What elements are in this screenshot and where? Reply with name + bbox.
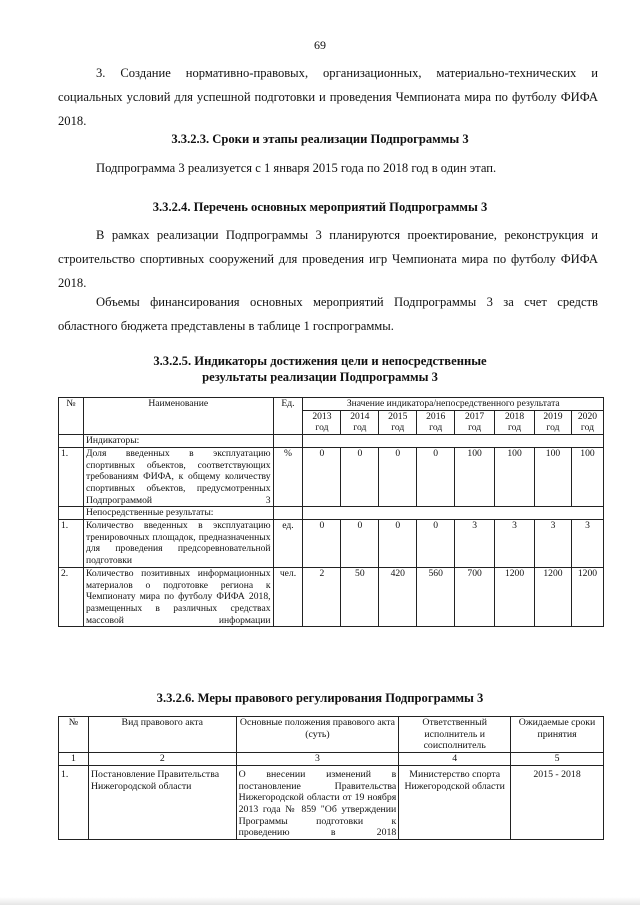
year-cell: 2017 год xyxy=(455,410,495,434)
row-number: 1. xyxy=(59,765,89,839)
row-unit: ед. xyxy=(273,520,303,568)
year-cell: 2016 год xyxy=(417,410,455,434)
header-number: № xyxy=(59,398,84,435)
table-header-row xyxy=(59,717,604,753)
row-responsible: Министерство спорта Нижегородской области xyxy=(399,765,511,839)
header-term: Ожидаемые сроки принятия xyxy=(511,717,604,753)
table-row xyxy=(59,567,604,627)
row-act-type: Постановление Правительства Нижегородской области xyxy=(88,765,236,839)
value-cell: 3 xyxy=(495,520,535,568)
value-cell: 0 xyxy=(303,447,341,507)
value-cell: 0 xyxy=(341,520,379,568)
row-number: 1. xyxy=(59,447,84,507)
value-cell: 0 xyxy=(303,520,341,568)
column-number: 3 xyxy=(236,753,399,766)
value-cell: 50 xyxy=(341,567,379,627)
page-number: 69 xyxy=(314,38,326,52)
section-results: Непосредственные результаты: xyxy=(83,507,273,520)
year-cell: 2013 год xyxy=(303,410,341,434)
section-row xyxy=(59,435,604,448)
value-cell: 100 xyxy=(535,447,572,507)
value-cell: 1200 xyxy=(571,567,603,627)
value-cell: 560 xyxy=(417,567,455,627)
value-cell: 1200 xyxy=(495,567,535,627)
column-number: 1 xyxy=(59,753,89,766)
value-cell: 3 xyxy=(571,520,603,568)
value-cell: 420 xyxy=(379,567,417,627)
value-cell: 0 xyxy=(417,447,455,507)
header-unit: Ед. xyxy=(273,398,303,435)
row-name: Доля введенных в эксплуатацию спортивных объектов, соответствующих требованиям ФИФА, к общему количеству спортивных объектов, предусмотренных Подпрограммой 3 xyxy=(83,447,273,507)
value-cell: 100 xyxy=(571,447,603,507)
paragraph-financing: Объемы финансирования основных мероприятий Подпрограммы 3 за счет средств областного бюджета представлены в таблице 1 госпрограммы. xyxy=(58,295,598,333)
row-name: Количество позитивных информационных материалов о подготовке региона к Чемпионату мира по футболу ФИФА 2018, размещенных в различных средствах массовой информации xyxy=(83,567,273,627)
year-cell: 2018 год xyxy=(495,410,535,434)
header-name: Наименование xyxy=(83,398,273,435)
row-unit: чел. xyxy=(273,567,303,627)
indicators-table xyxy=(58,397,604,627)
section-row xyxy=(59,507,604,520)
value-cell: 100 xyxy=(455,447,495,507)
value-cell: 3 xyxy=(535,520,572,568)
row-term: 2015 - 2018 xyxy=(511,765,604,839)
paragraph-terms: Подпрограмма 3 реализуется с 1 января 2015 года по 2018 год в один этап. xyxy=(96,161,497,175)
table-header-row xyxy=(59,398,604,411)
row-essence: О внесении изменений в постановление Правительства Нижегородской области от 19 ноября 2013 года № 859 "Об утверждении Программы подготовки к проведению в 2018 xyxy=(236,765,399,839)
header-values: Значение индикатора/непосредственного результата xyxy=(303,398,604,411)
scan-edge xyxy=(0,897,640,905)
year-cell: 2019 год xyxy=(535,410,572,434)
header-number: № xyxy=(59,717,89,753)
heading-indicators xyxy=(0,353,640,385)
heading-terms: 3.3.2.3. Сроки и этапы реализации Подпрограммы 3 xyxy=(171,132,469,146)
value-cell: 0 xyxy=(379,447,417,507)
paragraph-activities: В рамках реализации Подпрограммы 3 планируются проектирование, реконструкция и строительство спортивных сооружений для проведения игр Чемпионата мира по футболу ФИФА 2018. xyxy=(58,228,598,290)
year-cell: 2014 год xyxy=(341,410,379,434)
legal-measures-table xyxy=(58,716,604,840)
row-name: Количество введенных в эксплуатацию тренировочных площадок, предназначенных для проведения предсоревновательной подготовки xyxy=(83,520,273,568)
row-number: 2. xyxy=(59,567,84,627)
table-row xyxy=(59,520,604,568)
column-number: 5 xyxy=(511,753,604,766)
value-cell: 0 xyxy=(379,520,417,568)
header-responsible: Ответственный исполнитель и соисполнитель xyxy=(399,717,511,753)
table-row xyxy=(59,447,604,507)
year-cell: 2020 год xyxy=(571,410,603,434)
header-essence: Основные положения правового акта (суть) xyxy=(236,717,399,753)
section-indicators: Индикаторы: xyxy=(83,435,273,448)
value-cell: 2 xyxy=(303,567,341,627)
year-cell: 2015 год xyxy=(379,410,417,434)
value-cell: 1200 xyxy=(535,567,572,627)
value-cell: 100 xyxy=(495,447,535,507)
heading-activities: 3.3.2.4. Перечень основных мероприятий Подпрограммы 3 xyxy=(152,200,488,214)
heading-indicators-line1: 3.3.2.5. Индикаторы достижения цели и непосредственные xyxy=(153,354,487,368)
value-cell: 0 xyxy=(417,520,455,568)
value-cell: 700 xyxy=(455,567,495,627)
column-number: 4 xyxy=(399,753,511,766)
row-unit: % xyxy=(273,447,303,507)
row-number: 1. xyxy=(59,520,84,568)
column-number: 2 xyxy=(88,753,236,766)
column-numbers-row xyxy=(59,753,604,766)
heading-indicators-line2: результаты реализации Подпрограммы 3 xyxy=(202,370,438,384)
value-cell: 3 xyxy=(455,520,495,568)
table-row xyxy=(59,765,604,839)
paragraph-goal: 3. Создание нормативно-правовых, организационных, материально-технических и социальных условий для успешной подготовки и проведения Чемпионата мира по футболу ФИФА 2018. xyxy=(58,66,598,128)
header-act-type: Вид правового акта xyxy=(88,717,236,753)
value-cell: 0 xyxy=(341,447,379,507)
heading-legal: 3.3.2.6. Меры правового регулирования Подпрограммы 3 xyxy=(156,691,484,705)
